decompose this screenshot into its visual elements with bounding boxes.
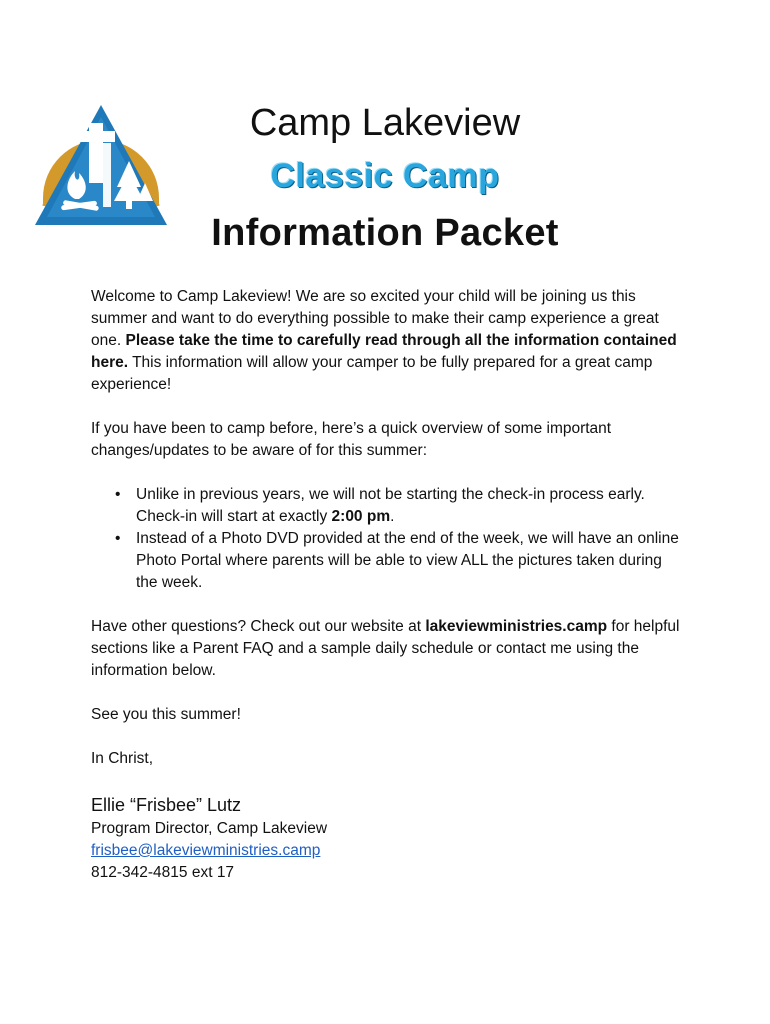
- intro-text-end: This information will allow your camper to be fully prepared for a great camp experience!: [91, 354, 653, 393]
- intro-paragraph: [91, 286, 681, 396]
- questions-text: Have other questions? Check out our website at: [91, 618, 426, 635]
- camp-lakeview-logo: [33, 103, 169, 227]
- program-title: Classic Camp: [270, 157, 500, 195]
- camp-name-title: Camp Lakeview: [249, 102, 521, 144]
- list-item: [91, 484, 681, 528]
- bullet-icon: •: [115, 486, 121, 503]
- signature-block: [91, 792, 681, 884]
- salutation-line: In Christ,: [91, 750, 154, 767]
- signer-role: Program Director, Camp Lakeview: [91, 820, 328, 837]
- questions-text-end: for helpful sections like a Parent FAQ and a sample daily schedule or contact me using the information below.: [91, 618, 680, 679]
- questions-paragraph: [91, 616, 681, 682]
- see-you-line: See you this summer!: [91, 706, 241, 723]
- bullet-icon: •: [115, 530, 121, 547]
- checkin-time: 2:00 pm: [331, 508, 391, 525]
- document-title: Information Packet: [211, 212, 559, 254]
- signer-name: Ellie “Frisbee” Lutz: [91, 795, 242, 815]
- returning-paragraph: If you have been to camp before, here’s a quick overview of some important changes/updates to be aware of for this summer:: [91, 420, 612, 459]
- signer-email-link[interactable]: frisbee@lakeviewministries.camp: [91, 842, 321, 859]
- letter-body: [91, 286, 681, 884]
- list-item-text-end: .: [390, 508, 395, 525]
- intro-bold-text: Please take the time to carefully read through all the information contained here.: [91, 332, 677, 371]
- updates-list: [91, 484, 681, 594]
- list-item-text: Unlike in previous years, we will not be starting the check-in process early. Check-in will start at exactly: [136, 486, 645, 525]
- title-block: [150, 98, 620, 262]
- website-name: lakeviewministries.camp: [425, 618, 608, 635]
- list-item: [91, 528, 681, 594]
- list-item-text: Instead of a Photo DVD provided at the end of the week, we will have an online Photo Portal where parents will be able to view ALL the pictures taken during the week.: [136, 530, 679, 591]
- intro-text: Welcome to Camp Lakeview! We are so excited your child will be joining us this summer and want to do everything possible to make their camp experience a great one.: [91, 288, 659, 349]
- signer-phone: 812-342-4815 ext 17: [91, 864, 235, 881]
